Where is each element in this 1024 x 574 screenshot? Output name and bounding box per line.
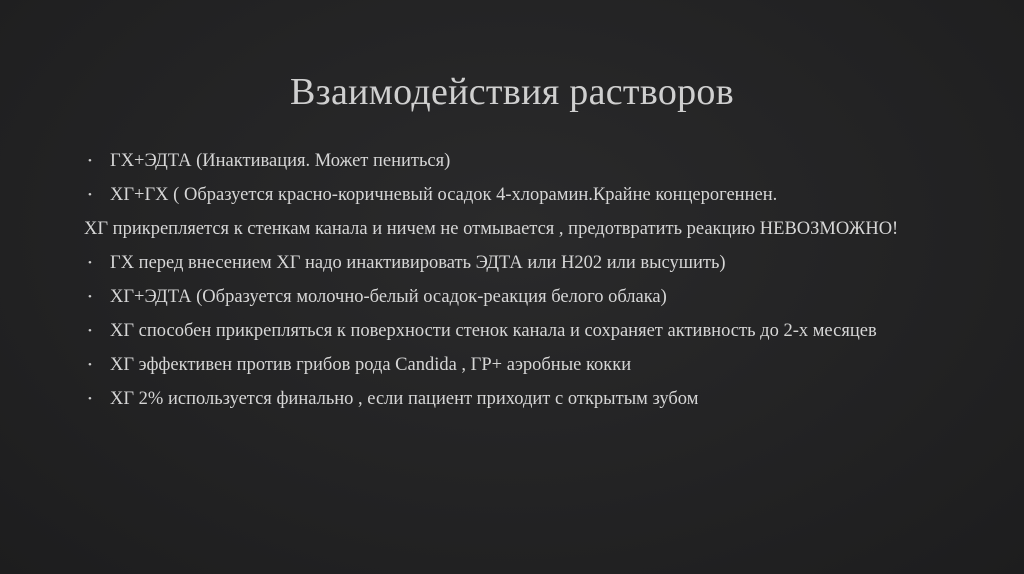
list-item — [84, 286, 964, 308]
list-item-text: ХГ способен прикрепляться к поверхности стенок канала и сохраняет активность до 2-х месяцев — [110, 321, 877, 341]
list-item-text: ХГ эффективен против грибов рода Candida , ГР+ аэробные кокки — [110, 355, 632, 375]
list-item — [84, 354, 964, 376]
bullet-icon: • — [88, 325, 92, 337]
list-item — [84, 320, 964, 342]
list-item — [84, 184, 964, 206]
list-item — [84, 252, 964, 274]
list-item-text: ГХ перед внесением ХГ надо инактивировать ЭДТА или Н202 или высушить) — [110, 253, 726, 273]
list-item-text: ХГ+ЭДТА (Образуется молочно-белый осадок-реакция белого облака) — [110, 287, 667, 307]
list-item — [84, 388, 964, 410]
list-item-text: ХГ 2% используется финально , если пациент приходит с открытым зубом — [110, 389, 699, 409]
bullet-icon: • — [88, 291, 92, 303]
list-item-text: ГХ+ЭДТА (Инактивация. Может пениться) — [110, 151, 451, 171]
slide-title: Взаимодействия растворов — [290, 71, 734, 113]
slide-body — [84, 150, 964, 410]
paragraph — [84, 218, 964, 240]
bullet-icon: • — [88, 189, 92, 201]
list-item-text: ХГ+ГХ ( Образуется красно-коричневый осадок 4-хлорамин.Крайне концерогеннен. — [110, 185, 778, 205]
bullet-icon: • — [88, 359, 92, 371]
bullet-icon: • — [88, 155, 92, 167]
bullet-icon: • — [88, 257, 92, 269]
list-item — [84, 150, 964, 172]
paragraph-text: ХГ прикрепляется к стенкам канала и ничем не отмывается , предотвратить реакцию НЕВОЗМОЖНО! — [84, 219, 899, 239]
bullet-icon: • — [88, 393, 92, 405]
